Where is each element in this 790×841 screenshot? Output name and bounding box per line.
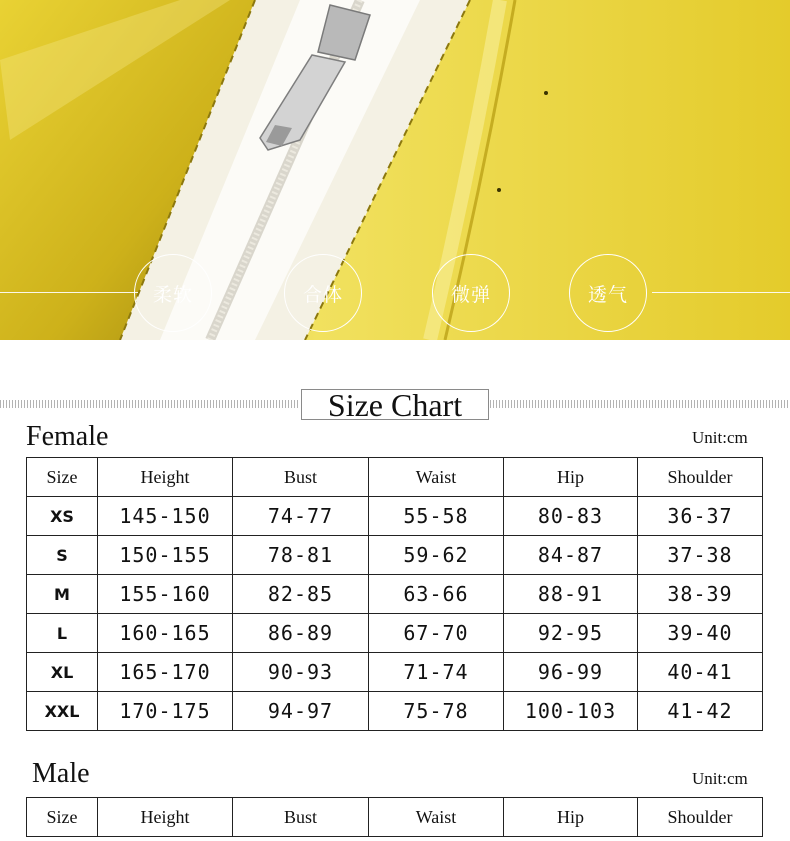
waist-cell: 75-78 xyxy=(369,692,504,731)
shoulder-cell: 36-37 xyxy=(638,497,763,536)
waist-cell: 71-74 xyxy=(369,653,504,692)
size-cell: S xyxy=(27,536,98,575)
feature-divider-line-left xyxy=(0,292,138,293)
waist-cell: 55-58 xyxy=(369,497,504,536)
shoulder-cell: 38-39 xyxy=(638,575,763,614)
table-row xyxy=(27,692,763,731)
height-cell: 170-175 xyxy=(98,692,233,731)
feature-divider-line-right xyxy=(652,292,790,293)
female-unit-label: Unit:cm xyxy=(692,428,748,447)
size-cell: M xyxy=(27,575,98,614)
bust-cell: 74-77 xyxy=(233,497,369,536)
waist-cell: 59-62 xyxy=(369,536,504,575)
table-row xyxy=(27,653,763,692)
height-cell: 155-160 xyxy=(98,575,233,614)
female-size-table xyxy=(26,457,763,731)
bust-cell: 78-81 xyxy=(233,536,369,575)
hip-cell: 80-83 xyxy=(504,497,638,536)
shoulder-cell: 40-41 xyxy=(638,653,763,692)
height-cell: 165-170 xyxy=(98,653,233,692)
feature-badge-breathable: 透气 xyxy=(569,254,647,332)
hip-cell: 100-103 xyxy=(504,692,638,731)
header-waist: Waist xyxy=(369,458,504,497)
table-row xyxy=(27,614,763,653)
table-row xyxy=(27,536,763,575)
product-photo-banner xyxy=(0,0,790,340)
feature-badge-stretch: 微弹 xyxy=(432,254,510,332)
hip-cell: 92-95 xyxy=(504,614,638,653)
height-cell: 145-150 xyxy=(98,497,233,536)
table-header-row xyxy=(27,458,763,497)
bust-cell: 90-93 xyxy=(233,653,369,692)
size-cell: XS xyxy=(27,497,98,536)
header-bust: Bust xyxy=(233,798,369,837)
header-size: Size xyxy=(27,458,98,497)
header-waist: Waist xyxy=(369,798,504,837)
header-height: Height xyxy=(98,798,233,837)
table-row xyxy=(27,575,763,614)
size-cell: XXL xyxy=(27,692,98,731)
size-cell: XL xyxy=(27,653,98,692)
waist-cell: 67-70 xyxy=(369,614,504,653)
header-shoulder: Shoulder xyxy=(638,458,763,497)
table-header-row xyxy=(27,798,763,837)
size-chart-heading: Size Chart xyxy=(301,389,489,420)
bust-cell: 86-89 xyxy=(233,614,369,653)
shoulder-cell: 39-40 xyxy=(638,614,763,653)
hip-cell: 84-87 xyxy=(504,536,638,575)
header-size: Size xyxy=(27,798,98,837)
feature-badge-fit: 合体 xyxy=(284,254,362,332)
feature-badge-soft: 柔软 xyxy=(134,254,212,332)
heading-rule-right xyxy=(490,400,790,408)
male-size-table xyxy=(26,797,763,837)
bust-cell: 94-97 xyxy=(233,692,369,731)
hip-cell: 96-99 xyxy=(504,653,638,692)
height-cell: 160-165 xyxy=(98,614,233,653)
female-section-title: Female xyxy=(26,421,109,452)
shoulder-cell: 41-42 xyxy=(638,692,763,731)
male-section-title: Male xyxy=(32,758,90,789)
header-hip: Hip xyxy=(504,798,638,837)
shoulder-cell: 37-38 xyxy=(638,536,763,575)
header-shoulder: Shoulder xyxy=(638,798,763,837)
hip-cell: 88-91 xyxy=(504,575,638,614)
table-row xyxy=(27,497,763,536)
zipper-closeup-illustration xyxy=(0,0,790,340)
header-bust: Bust xyxy=(233,458,369,497)
waist-cell: 63-66 xyxy=(369,575,504,614)
size-cell: L xyxy=(27,614,98,653)
header-height: Height xyxy=(98,458,233,497)
header-hip: Hip xyxy=(504,458,638,497)
heading-rule-left xyxy=(0,400,300,408)
male-unit-label: Unit:cm xyxy=(692,769,748,788)
height-cell: 150-155 xyxy=(98,536,233,575)
bust-cell: 82-85 xyxy=(233,575,369,614)
